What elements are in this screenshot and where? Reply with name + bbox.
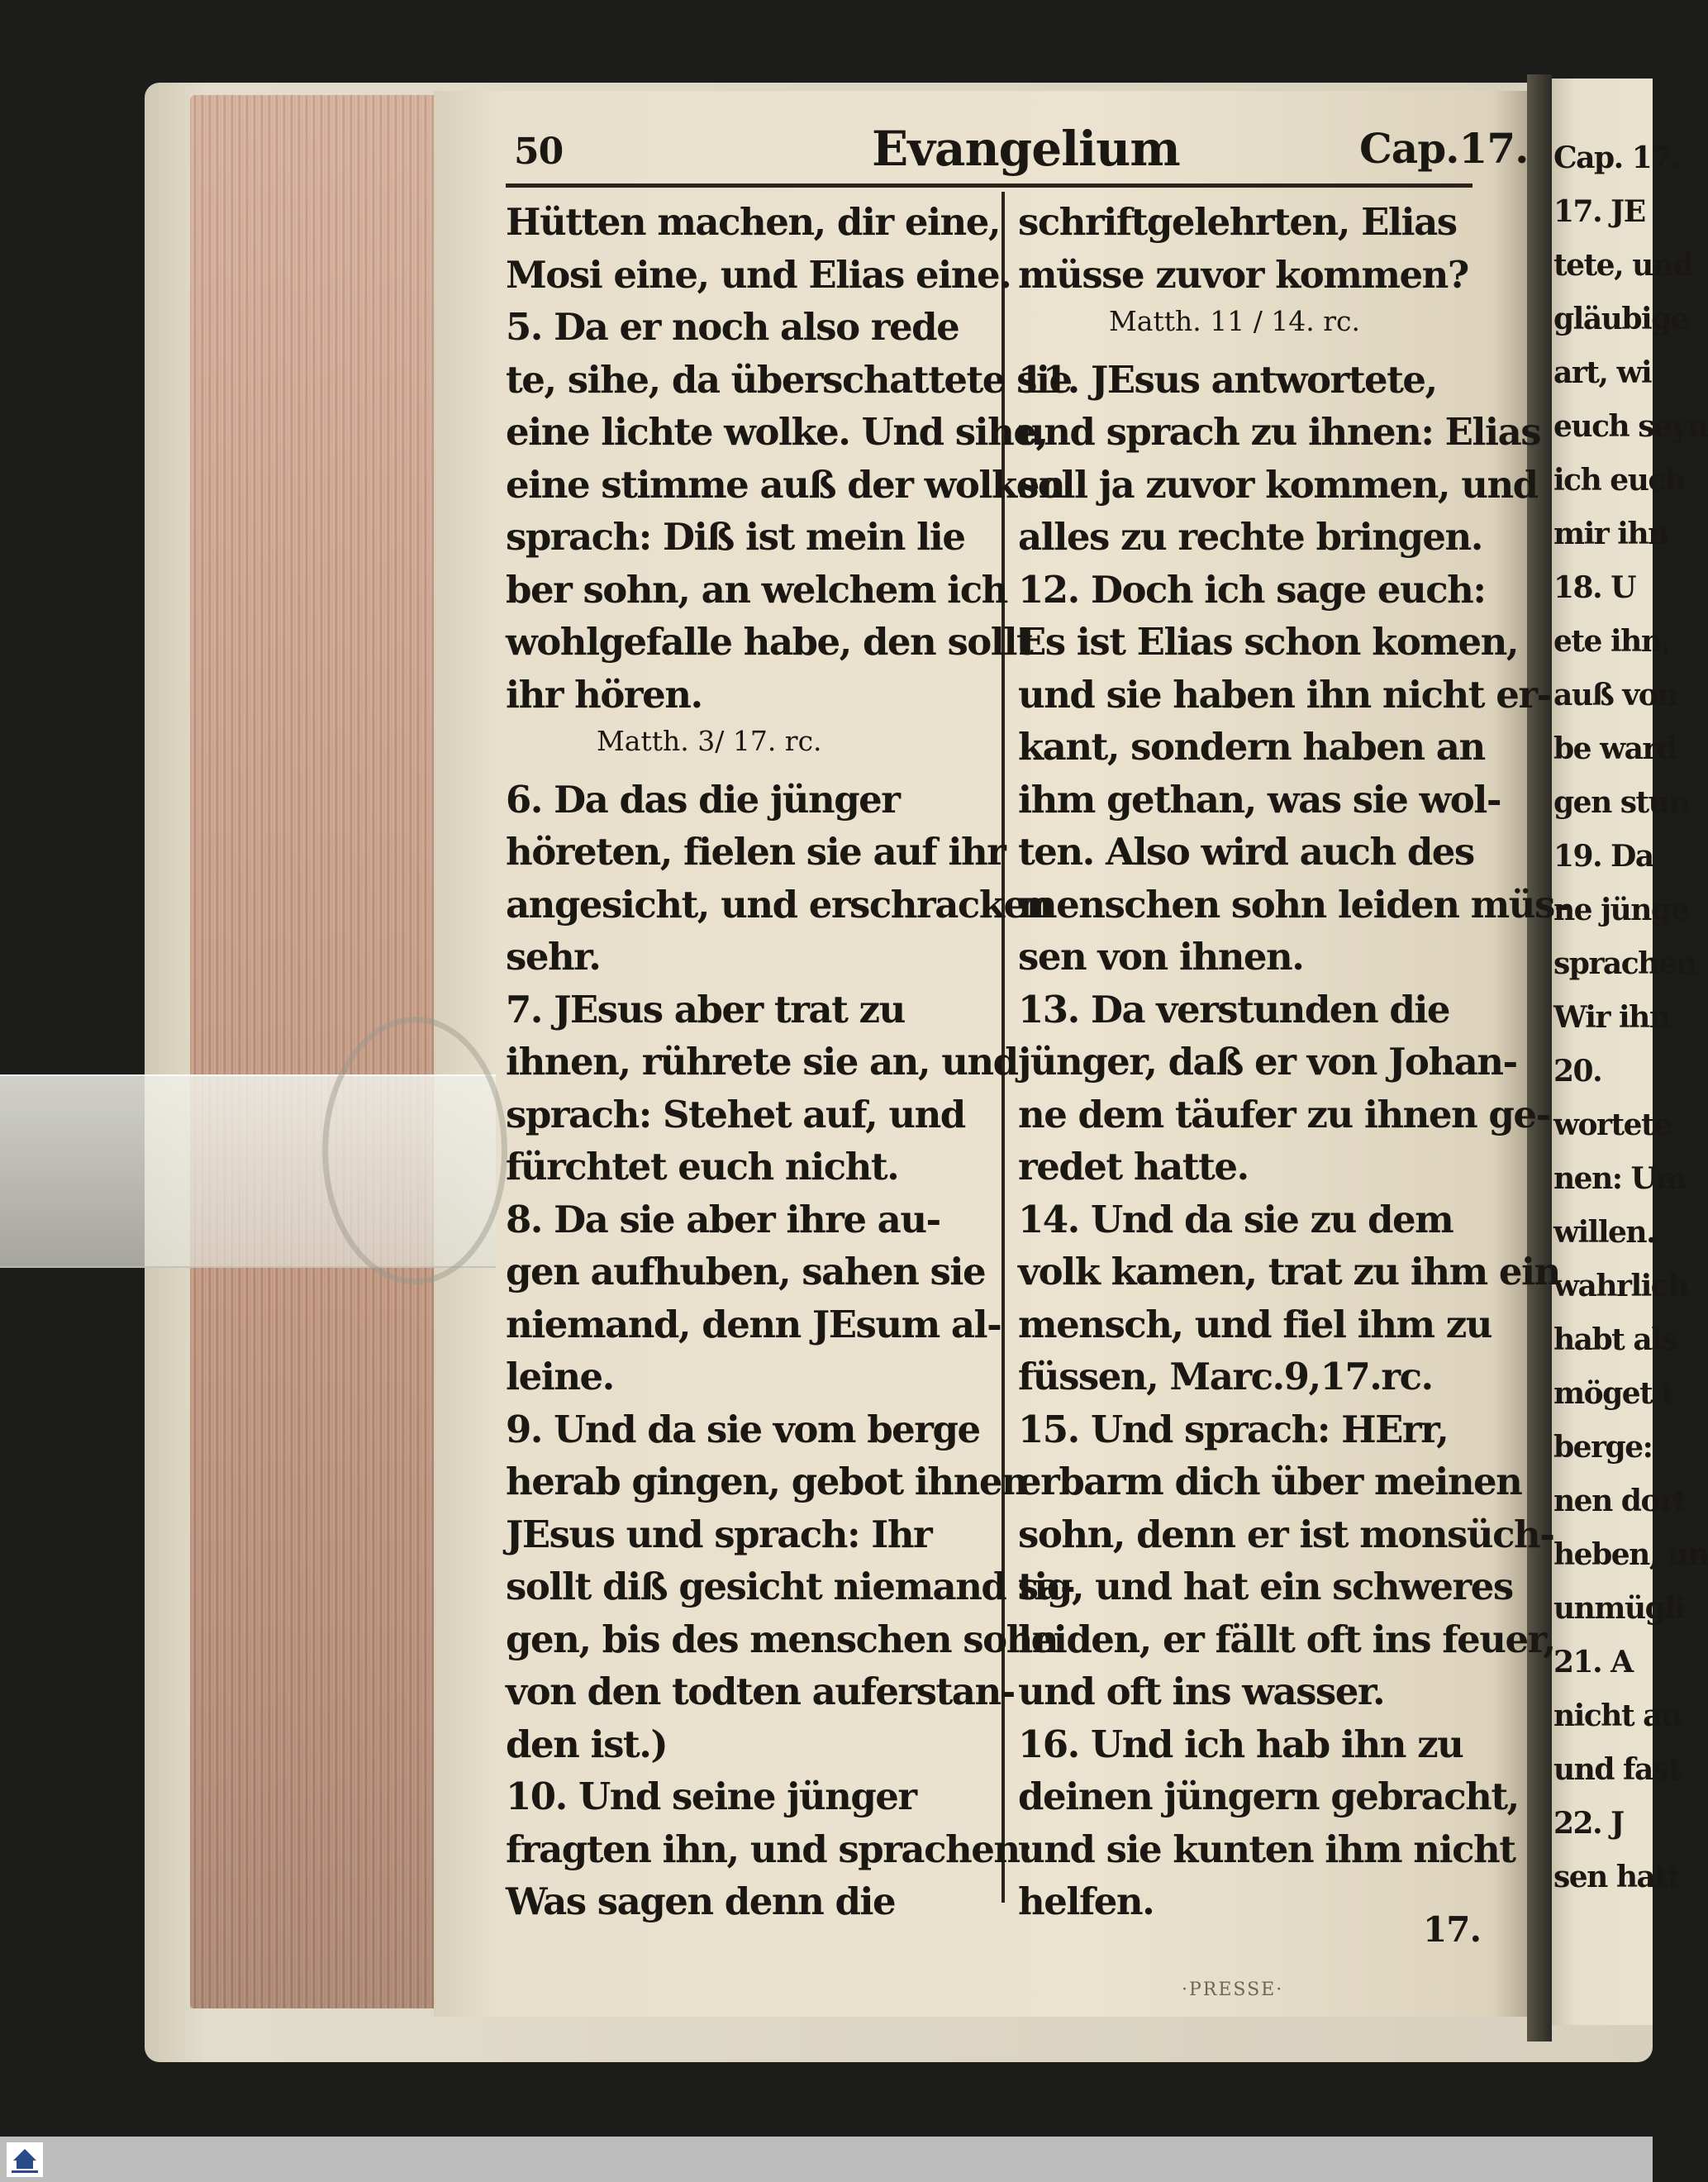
- text-line: angesicht, und erschracken: [506, 882, 1052, 927]
- text-line: 11. JEsus antwortete,: [1018, 357, 1437, 402]
- text-line: sen hatt: [1553, 1860, 1680, 1894]
- text-line: 13. Da verstunden die: [1018, 987, 1450, 1031]
- catchword: 17.: [1423, 1909, 1482, 1950]
- text-line: volk kamen, trat zu ihm ein: [1018, 1250, 1560, 1293]
- text-line: gen, bis des menschen sohn: [506, 1617, 1059, 1661]
- text-line: Hütten machen, dir eine,: [506, 200, 1001, 244]
- text-line: und sie kunten ihm nicht: [1018, 1827, 1515, 1871]
- text-line: alles zu rechte bringen.: [1018, 515, 1482, 559]
- text-line: wortete: [1553, 1108, 1672, 1142]
- text-line: nen: Um: [1553, 1161, 1687, 1196]
- text-line: leine.: [506, 1355, 614, 1398]
- text-line: müsse zuvor kommen?: [1018, 252, 1468, 297]
- library-logo-icon: [7, 2142, 43, 2177]
- text-line: be ward: [1553, 731, 1677, 766]
- text-line: 20.: [1553, 1054, 1602, 1089]
- text-line: deinen jüngern gebracht,: [1018, 1775, 1519, 1818]
- text-line: sprachen: [1553, 946, 1696, 981]
- text-line: tig, und hat ein schweres: [1018, 1565, 1513, 1608]
- text-line: herab gingen, gebot ihnen: [506, 1460, 1028, 1503]
- text-line: 19. Da: [1553, 839, 1653, 874]
- text-line: 10. Und seine jünger: [506, 1775, 916, 1818]
- text-line: helfen.: [1018, 1879, 1154, 1923]
- text-line: 17. JE: [1553, 194, 1645, 229]
- text-line: fürchtet euch nicht.: [506, 1145, 899, 1189]
- text-line: eine stimme auß der wolken: [506, 462, 1065, 507]
- text-line: Wir ihn: [1553, 1000, 1670, 1035]
- text-line: ten. Also wird auch des: [1018, 830, 1474, 874]
- page-number: 50: [514, 131, 564, 173]
- viewer-footer-bar: [0, 2137, 1653, 2182]
- text-line: ne dem täufer zu ihnen ge-: [1018, 1092, 1550, 1136]
- text-line: 15. Und sprach: HErr,: [1018, 1407, 1449, 1451]
- text-line: 16. Und ich hab ihn zu: [1018, 1722, 1463, 1766]
- text-line: ber sohn, an welchem ich: [506, 567, 1007, 612]
- text-line: soll ja zuvor kommen, und: [1018, 462, 1538, 507]
- text-line: auß von: [1553, 678, 1677, 712]
- text-line: gen stun: [1553, 785, 1690, 820]
- library-stamp: ·PRESSE·: [1182, 1980, 1284, 2000]
- text-line: Was sagen denn die: [506, 1879, 896, 1923]
- text-line: höreten, fielen sie auf ihr: [506, 830, 1006, 874]
- text-line: JEsus und sprach: Ihr: [506, 1512, 932, 1556]
- text-line: den ist.): [506, 1722, 668, 1766]
- chapter-label: Cap.17.: [1359, 124, 1529, 173]
- text-line: füssen, Marc.9,17.rc.: [1018, 1355, 1433, 1398]
- text-line: und sie haben ihn nicht er-: [1018, 672, 1551, 717]
- text-line: gläubige: [1553, 302, 1689, 336]
- running-title: Evangelium: [872, 121, 1180, 177]
- text-line: 21. A: [1553, 1645, 1633, 1679]
- ribbon-loop: [322, 1017, 507, 1284]
- text-line: mir ihn: [1553, 517, 1668, 551]
- text-line: erbarm dich über meinen: [1018, 1460, 1522, 1503]
- header-rule: [506, 183, 1472, 188]
- text-line: leiden, er fällt oft ins feuer,: [1018, 1617, 1555, 1661]
- text-line: kant, sondern haben an: [1018, 725, 1485, 769]
- text-line: möget i: [1553, 1376, 1672, 1411]
- text-line: 7. JEsus aber trat zu: [506, 987, 905, 1031]
- text-line: und sprach zu ihnen: Elias: [1018, 410, 1541, 454]
- book-gutter: [1527, 74, 1552, 2041]
- text-line: nicht au: [1553, 1698, 1682, 1733]
- text-line: 9. Und da sie vom berge: [506, 1407, 980, 1451]
- text-line: und oft ins wasser.: [1018, 1670, 1385, 1713]
- text-line: sen von ihnen.: [1018, 935, 1304, 979]
- text-line: te, sihe, da überschattete sie: [506, 357, 1072, 402]
- text-line: niemand, denn JEsum al-: [506, 1302, 1001, 1346]
- text-line: sprach: Diß ist mein lie: [506, 515, 965, 559]
- text-line: Cap. 17.: [1553, 141, 1680, 175]
- text-line: wohlgefalle habe, den sollt: [506, 620, 1033, 664]
- text-line: 18. U: [1553, 570, 1636, 605]
- text-line: sehr.: [506, 935, 601, 979]
- text-line: tete, und: [1553, 248, 1693, 283]
- text-line: Matth. 11 / 14. rc.: [1109, 305, 1361, 337]
- text-line: 12. Doch ich sage euch:: [1018, 567, 1486, 612]
- text-line: unmügli: [1553, 1591, 1685, 1626]
- text-line: ne jünge: [1553, 893, 1689, 927]
- text-line: Es ist Elias schon komen,: [1018, 620, 1519, 664]
- text-line: ihnen, rührete sie an, und: [506, 1040, 1018, 1084]
- text-line: wahrlich: [1553, 1269, 1688, 1303]
- text-line: Mosi eine, und Elias eine.: [506, 252, 1011, 297]
- text-line: willen.: [1553, 1215, 1656, 1250]
- text-line: menschen sohn leiden müs-: [1018, 882, 1569, 927]
- text-line: redet hatte.: [1018, 1145, 1249, 1189]
- text-line: von den todten auferstan-: [506, 1670, 1015, 1713]
- text-line: nen dort: [1553, 1484, 1687, 1518]
- text-line: art, wi: [1553, 355, 1652, 390]
- text-line: euch seyn: [1553, 409, 1708, 444]
- text-line: jünger, daß er von Johan-: [1018, 1040, 1517, 1084]
- text-line: sohn, denn er ist monsüch-: [1018, 1512, 1554, 1556]
- text-line: 6. Da das die jünger: [506, 777, 900, 822]
- text-line: und fast: [1553, 1752, 1681, 1787]
- text-line: 22. J: [1553, 1806, 1624, 1841]
- text-line: 14. Und da sie zu dem: [1018, 1197, 1453, 1241]
- text-line: Matth. 3/ 17. rc.: [597, 725, 822, 757]
- text-line: ete ihn,: [1553, 624, 1671, 659]
- text-line: sprach: Stehet auf, und: [506, 1092, 965, 1136]
- text-line: gen aufhuben, sahen sie: [506, 1250, 986, 1293]
- text-line: habt als: [1553, 1322, 1677, 1357]
- text-line: ihm gethan, was sie wol-: [1018, 777, 1501, 822]
- text-line: ihr hören.: [506, 672, 702, 717]
- text-line: 8. Da sie aber ihre au-: [506, 1197, 940, 1241]
- text-line: sollt diß gesicht niemand sa-: [506, 1565, 1075, 1608]
- text-line: mensch, und fiel ihm zu: [1018, 1302, 1492, 1346]
- text-line: eine lichte wolke. Und sihe,: [506, 410, 1048, 454]
- text-line: schriftgelehrten, Elias: [1018, 200, 1457, 244]
- text-line: ich euch: [1553, 463, 1686, 498]
- text-line: 5. Da er noch also rede: [506, 305, 959, 349]
- text-line: fragten ihn, und sprachen:: [506, 1827, 1032, 1871]
- text-line: berge:: [1553, 1430, 1653, 1465]
- text-line: heben, un: [1553, 1537, 1708, 1572]
